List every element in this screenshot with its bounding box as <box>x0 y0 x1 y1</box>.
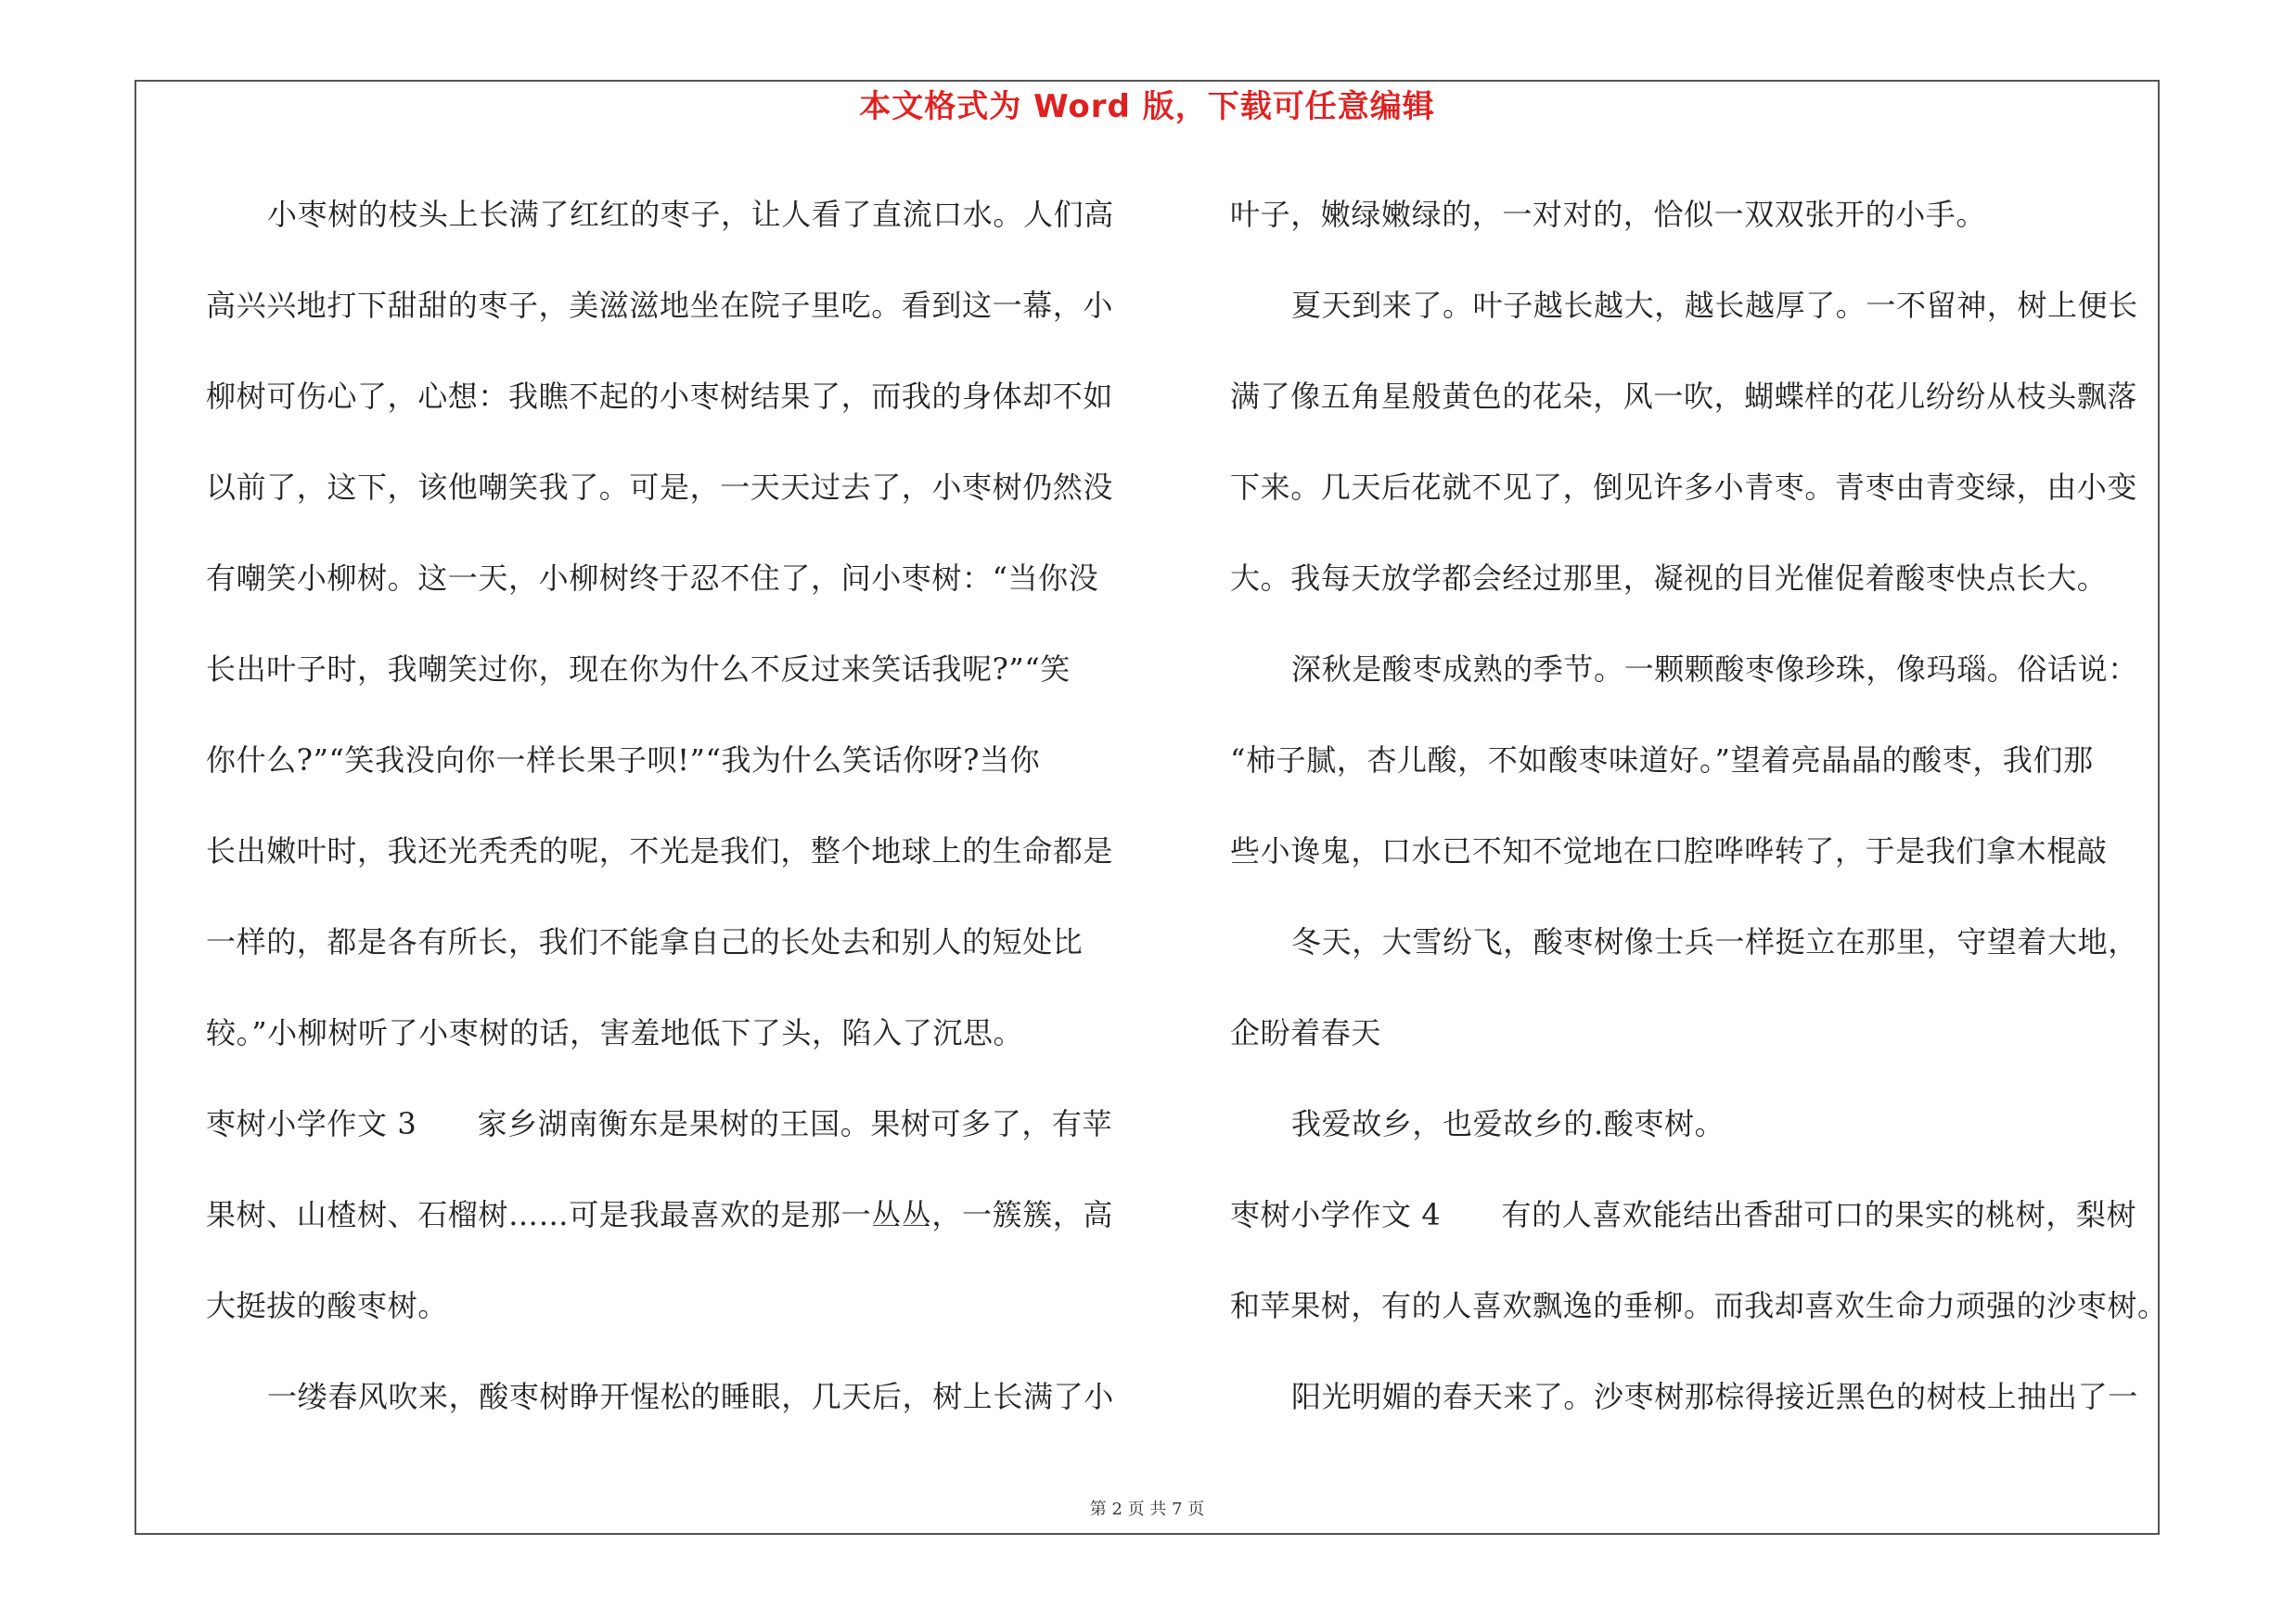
text-line: 长出叶子时，我嘲笑过你，现在你为什么不反过来笑话我呢?”“笑 <box>206 651 1071 687</box>
text-line: 高兴兴地打下甜甜的枣子，美滋滋地坐在院子里吃。看到这一幕，小 <box>206 288 1114 323</box>
text-line: 枣树小学作文 3 家乡湖南衡东是果树的王国。果树可多了，有苹 <box>206 1106 1113 1141</box>
text-line: 大。我每天放学都会经过那里，凝视的目光催促着酸枣快点长大。 <box>1230 560 2108 596</box>
text-line: 些小谗鬼，口水已不知不觉地在口腔哗哗转了，于是我们拿木棍敲 <box>1230 833 2108 869</box>
text-line: 我爱故乡，也爱故乡的.酸枣树。 <box>1291 1106 1725 1141</box>
right-column <box>1230 184 2168 1457</box>
text-line: 夏天到来了。叶子越长越大，越长越厚了。一不留神，树上便长 <box>1291 288 2138 323</box>
text-line: 和苹果树，有的人喜欢飘逸的垂柳。而我却喜欢生命力顽强的沙枣树。 <box>1230 1288 2168 1323</box>
text-line: 果树、山楂树、石榴树……可是我最喜欢的是那一丛丛，一簇簇，高 <box>206 1197 1114 1232</box>
text-line: 冬天，大雪纷飞，酸枣树像士兵一样挺立在那里，守望着大地， <box>1291 924 2138 960</box>
text-line: 满了像五角星般黄色的花朵，风一吹，蝴蝶样的花儿纷纷从枝头飘落 <box>1230 379 2138 414</box>
text-line: “柿子腻，杏儿酸，不如酸枣味道好。”望着亮晶晶的酸枣，我们那 <box>1230 742 2094 778</box>
text-line: 有嘲笑小柳树。这一天，小柳树终于忍不住了，问小枣树：“当你没 <box>206 560 1099 596</box>
text-line: 企盼着春天 <box>1230 1015 1382 1050</box>
text-line: 一样的，都是各有所长，我们不能拿自己的长处去和别人的短处比 <box>206 924 1084 960</box>
text-line: 大挺拔的酸枣树。 <box>206 1288 448 1323</box>
text-line: 深秋是酸枣成熟的季节。一颗颗酸枣像珍珠，像玛瑙。俗话说： <box>1291 651 2138 687</box>
text-line: 柳树可伤心了，心想：我瞧不起的小枣树结果了，而我的身体却不如 <box>206 379 1114 414</box>
text-line: 以前了，这下，该他嘲笑我了。可是，一天天过去了，小枣树仍然没 <box>206 470 1114 505</box>
text-line: 阳光明媚的春天来了。沙枣树那棕得接近黑色的树枝上抽出了一 <box>1291 1379 2138 1414</box>
text-line: 一缕春风吹来，酸枣树睁开惺松的睡眼，几天后，树上长满了小 <box>267 1379 1114 1414</box>
text-line: 你什么?”“笑我没向你一样长果子呗!”“我为什么笑话你呀?当你 <box>206 742 1041 778</box>
document-banner: 本文格式为 Word 版，下载可任意编辑 <box>859 88 1435 125</box>
left-column <box>206 184 1134 1457</box>
text-line: 较。”小柳树听了小枣树的话，害羞地低下了头，陷入了沉思。 <box>206 1015 1024 1050</box>
text-line: 长出嫩叶时，我还光秃秃的呢，不光是我们，整个地球上的生命都是 <box>206 833 1114 869</box>
page-number-footer: 第 2 页 共 7 页 <box>1089 1500 1205 1519</box>
text-line: 下来。几天后花就不见了，倒见许多小青枣。青枣由青变绿，由小变 <box>1230 470 2138 505</box>
text-line: 枣树小学作文 4 有的人喜欢能结出香甜可口的果实的桃树，梨树 <box>1230 1197 2137 1232</box>
text-line: 叶子，嫩绿嫩绿的，一对对的，恰似一双双张开的小手。 <box>1230 197 1987 232</box>
text-line: 小枣树的枝头上长满了红红的枣子，让人看了直流口水。人们高 <box>267 197 1114 232</box>
